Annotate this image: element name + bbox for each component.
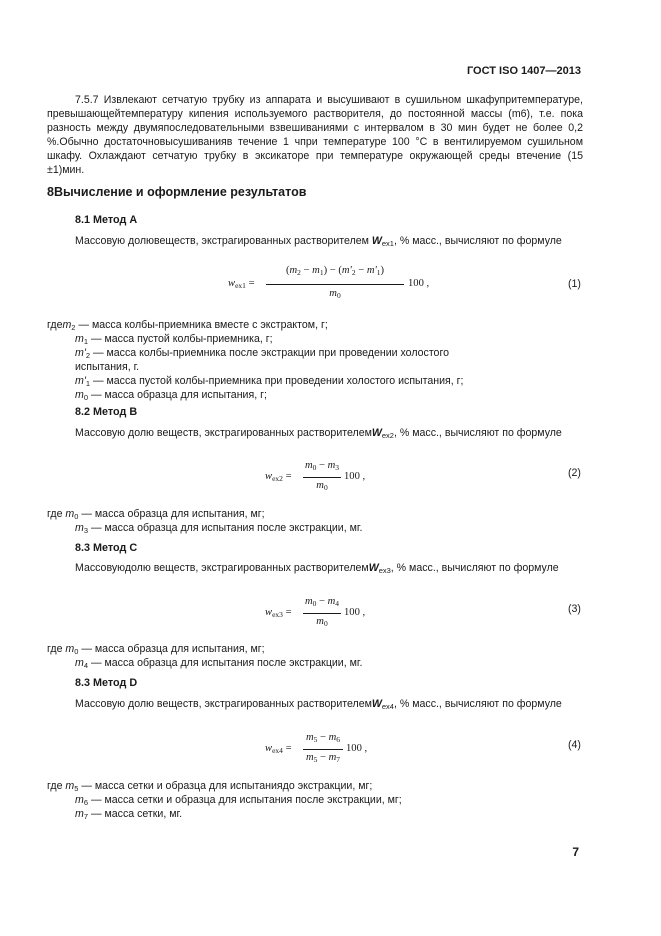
where-item: $m_6$ — масса сетки и образца для испытания после экстракции, мг; (75, 794, 402, 807)
formula-2-denominator: $m_0$ (316, 480, 328, 492)
formula-3: $w_{ex3}$ = $m_0 - m_4$ $m_0$ 100 , (265, 596, 366, 628)
eq-number-1: (1) (568, 278, 581, 290)
document-header: ГОСТ ISO 1407—2013 (466, 65, 581, 77)
where-item: $m_3$ — масса образца для испытания после экстракции, мг. (75, 522, 363, 535)
eq-number-2: (2) (568, 467, 581, 479)
formula-1-numerator: $(m_2 - m_1) - (m'_2 - m'_1)$ (285, 265, 385, 277)
where-item: где $m_0$ — масса образца для испытания, мг; (47, 643, 265, 656)
formula-1-denominator: $m_0$ (329, 288, 341, 300)
method-a-heading: 8.1 Метод А (75, 214, 138, 226)
method-d-heading: 8.3 Метод D (75, 677, 138, 689)
fraction-bar (303, 613, 341, 614)
method-b-heading: 8.2 Метод В (75, 406, 138, 418)
where-item: где $m_5$ — масса сетки и образца для испытаниядо экстракции, мг; (47, 780, 373, 793)
method-a-intro: Массовую долювеществ, экстрагированных растворителем $W_{ex1}$, % масс., вычисляют по формуле (75, 235, 562, 248)
where-item: где $m_0$ — масса образца для испытания, мг; (47, 508, 265, 521)
method-c-intro: Массовуюдолю веществ, экстрагированных растворителемW$_{ex3}$, % масс., вычисляют по формуле (75, 562, 559, 575)
eq-number-4: (4) (568, 739, 581, 751)
where-item: $m_0$ — масса образца для испытания, г; (75, 389, 267, 402)
formula-3-numerator: $m_0 - m_4$ (304, 596, 340, 608)
section-title: 8Вычисление и оформление результатов (47, 185, 307, 199)
formula-4-numerator: $m_5 - m_6$ (305, 732, 341, 744)
where-item: $m'_1$ — масса пустой колбы-приемника при проведении холостого испытания, г; (75, 375, 464, 388)
page-number: 7 (572, 845, 579, 859)
where-item: $m_1$ — масса пустой колбы-приемника, г; (75, 333, 273, 346)
formula-2: $w_{ex2}$ = $m_0 - m_3$ $m_0$ 100 , (265, 460, 366, 492)
formula-4: $w_{ex4}$ = $m_5 - m_6$ $m_5 - m_7$ 100 , (265, 732, 368, 764)
fraction-bar (266, 284, 404, 285)
eq-number-3: (3) (568, 603, 581, 615)
method-d-intro: Массовую долю веществ, экстрагированных растворителемW$_{ex4}$, % масс., вычисляют по формуле (75, 698, 562, 711)
where-item: $m'_2$ — масса колбы-приемника после экстракции при проведении холостого испытания, г. (75, 347, 449, 373)
formula-1: $w_{ex1}$ = $(m_2 - m_1) - (m'_2 - m'_1)$ $m_0$ 100 , (228, 265, 430, 300)
where-item: $m_7$ — масса сетки, мг. (75, 808, 183, 821)
formula-3-denominator: $m_0$ (316, 616, 328, 628)
method-c-heading: 8.3 Метод С (75, 542, 138, 554)
fraction-bar (303, 749, 343, 750)
where-item: $m_4$ — масса образца для испытания после экстракции, мг. (75, 657, 363, 670)
formula-4-denominator: $m_5 - m_7$ (305, 752, 341, 764)
method-b-intro: Массовую долю веществ, экстрагированных растворителемW$_{ex2}$, % масс., вычисляют по формуле (75, 427, 562, 440)
paragraph-7-5-7: 7.5.7 Извлекают сетчатую трубку из аппарата и высушивают в сушильном шкафупритемпературе, превышающейтемпературу кипения используемого растворителя, до постоянной массы (m6), т.е. пока разность между двумяпоследовательными взвешиваниями с интервалом в 30 мин будет не более 0,2 %.Обычно достаточновысушиванияв течение 1 чпри температуре 100 °С в вентилируемом сушильном шкафу. Охлаждают сетчатую трубку в эксикаторе при температуре окружающей среды втечение (15 ±1)мин. (47, 94, 583, 176)
where-item: гдеm$_2$ — масса колбы-приемника вместе с экстрактом, г; (47, 319, 328, 332)
fraction-bar (303, 477, 341, 478)
formula-2-numerator: $m_0 - m_3$ (304, 460, 340, 472)
